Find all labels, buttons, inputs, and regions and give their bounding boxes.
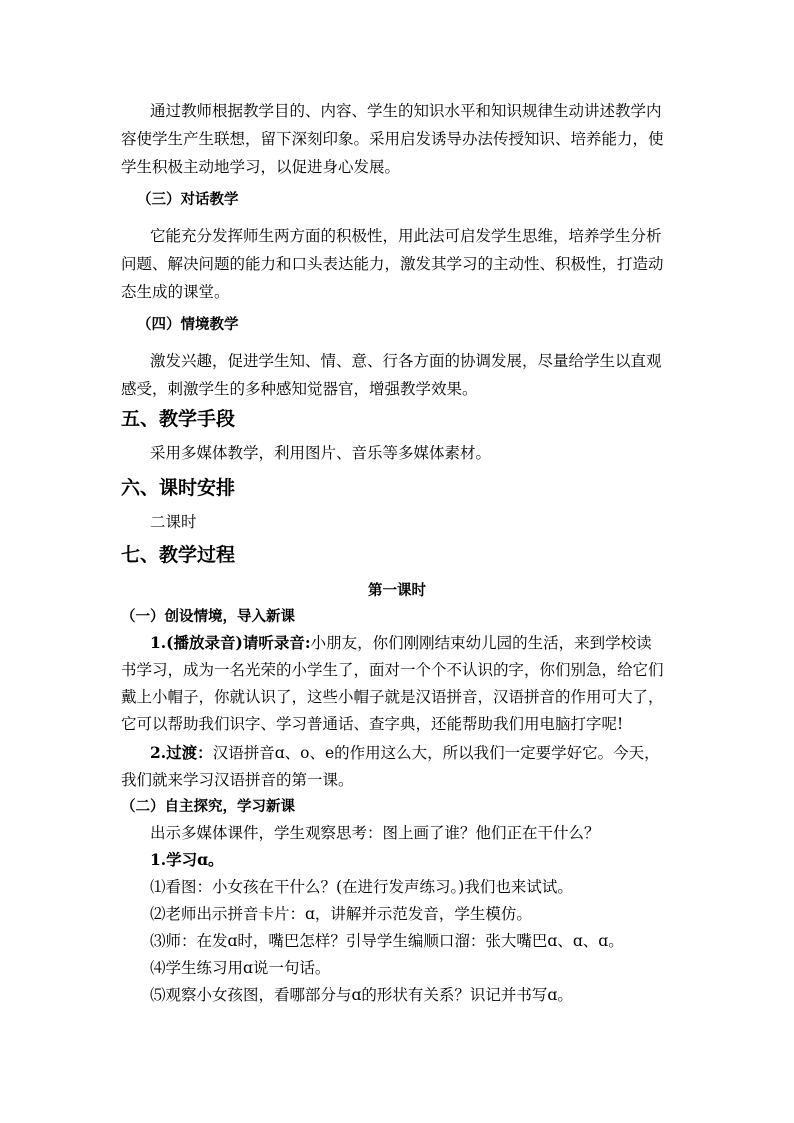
method3-line-3: 态生成的课堂。 <box>121 283 230 301</box>
part1-item2-text: 汉语拼音ɑ、o、e的作用这么大，所以我们一定要学好它。今天， <box>212 744 660 762</box>
part1-item1-label: 1.(播放录音)请听录音: <box>150 633 311 652</box>
part1-item2-line-2: 我们就来学习汉语拼音的第一课。 <box>121 771 354 789</box>
lesson-title: 第一课时 <box>368 582 426 599</box>
part2-step-5: ⑸观察小女孩图，看哪部分与ɑ的形状有关系？识记并书写ɑ。 <box>150 986 573 1004</box>
section6-text: 二课时 <box>150 513 197 531</box>
part2-step-1: ⑴看图：小女孩在干什么？(在进行发声练习。)我们也来试试。 <box>150 878 573 896</box>
method4-heading: （四）情境教学 <box>137 316 239 333</box>
section5-text: 采用多媒体教学，利用图片、音乐等多媒体素材。 <box>150 444 492 462</box>
part2-step-3: ⑶师：在发ɑ时，嘴巴怎样？引导学生编顺口溜：张大嘴巴ɑ、ɑ、ɑ。 <box>150 932 624 950</box>
section5-heading: 五、教学手段 <box>121 408 236 430</box>
part1-item1-line-3: 戴上小帽子，你就认识了，这些小帽子就是汉语拼音，汉语拼音的作用可大了， <box>121 688 664 706</box>
part1-item1-line-1 <box>150 632 710 654</box>
section7-heading: 七、教学过程 <box>121 544 236 566</box>
part2-item-title-text: 1.学习ɑ。 <box>150 850 224 869</box>
part1-heading: （一）创设情境，导入新课 <box>121 608 295 625</box>
part2-intro: 出示多媒体课件，学生观察思考：图上画了谁？他们正在干什么？ <box>150 824 600 842</box>
intro-line-2: 容使学生产生联想，留下深刻印象。采用启发诱导办法传授知识、培养能力，使 <box>121 130 664 148</box>
part2-step-4: ⑷学生练习用ɑ说一句话。 <box>150 959 331 977</box>
part2-item-title <box>150 849 710 871</box>
method4-line-2: 感受，刺激学生的多种感知觉器官，增强教学效果。 <box>121 380 478 398</box>
part1-item2-line-1 <box>150 742 710 764</box>
method4-line-1: 激发兴趣，促进学生知、情、意、行各方面的协调发展，尽量给学生以直观 <box>150 352 662 370</box>
part2-heading: （二）自主探究，学习新课 <box>121 798 295 815</box>
part1-item1-line-2: 书学习，成为一名光荣的小学生了，面对一个个不认识的字，你们别急，给它们 <box>121 661 664 679</box>
section6-heading: 六、课时安排 <box>121 477 236 499</box>
intro-line-3: 学生积极主动地学习，以促进身心发展。 <box>121 158 401 176</box>
intro-line-1: 通过教师根据教学目的、内容、学生的知识水平和知识规律生动讲述教学内 <box>150 102 662 120</box>
method3-line-2: 问题、解决问题的能力和口头表达能力，激发其学习的主动性、积极性，打造动 <box>121 255 664 273</box>
part2-step-2: ⑵老师出示拼音卡片：ɑ，讲解并示范发音，学生模仿。 <box>150 905 532 923</box>
method3-line-1: 它能充分发挥师生两方面的积极性，用此法可启发学生思维，培养学生分析 <box>150 227 662 245</box>
part1-item1-line-4: 它可以帮助我们识字、学习普通话、查字典，还能帮助我们用电脑打字呢! <box>121 715 624 733</box>
part1-item1-text: 小朋友，你们刚刚结束幼儿园的生活，来到学校读 <box>310 634 652 652</box>
part1-item2-label: 2.过渡： <box>150 743 213 762</box>
method3-heading: （三）对话教学 <box>137 191 239 208</box>
